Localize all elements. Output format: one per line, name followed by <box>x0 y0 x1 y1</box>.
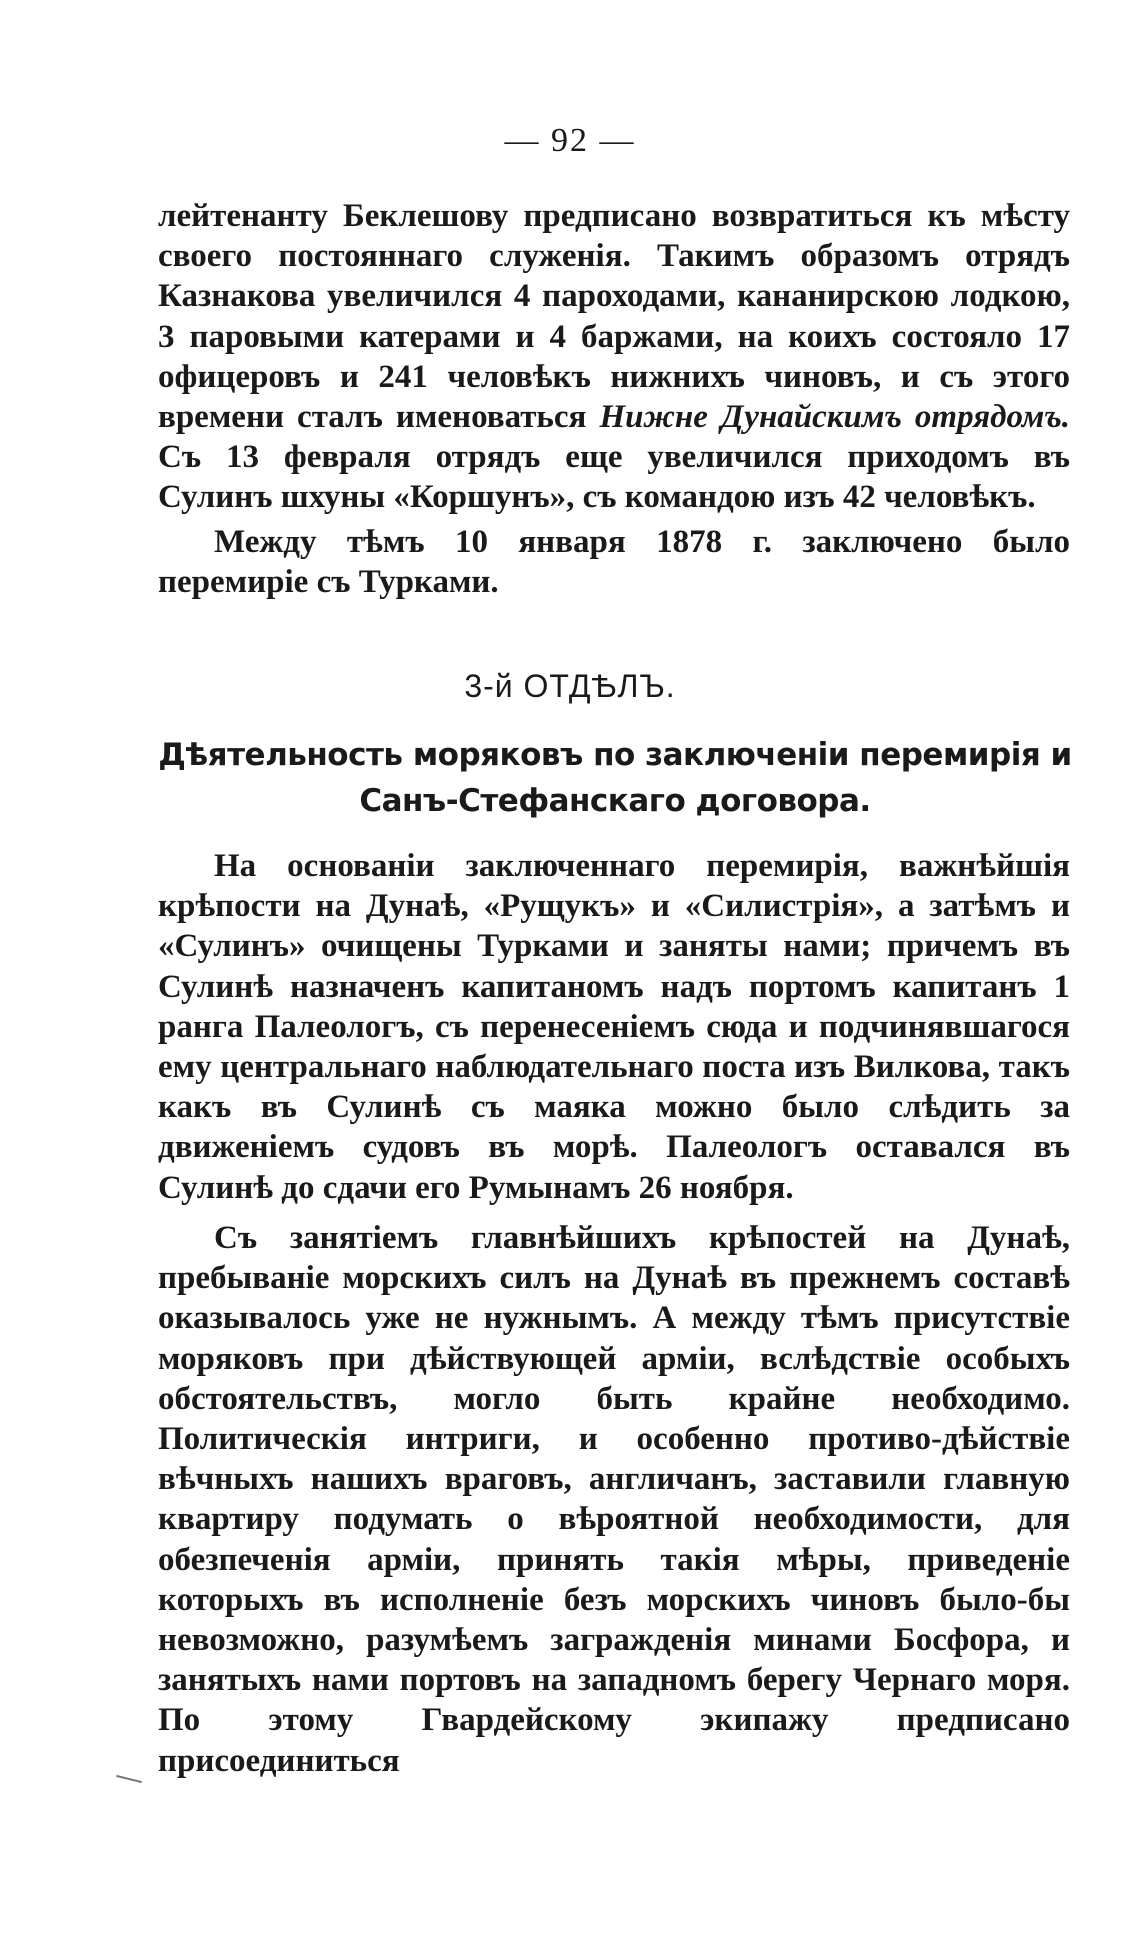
continued-paragraph-text: лейтенанту Беклешову предписано возвратиться къ мѣсту своего постояннаго служенія. Такимъ образомъ отрядъ Казнакова увеличился 4 пароходами, кананирскою лодкою, 3 паровыми катерами и 4 баржами, на коихъ состояло 17 офицеровъ и 241 человѣкъ нижнихъ чиновъ, и съ этого времени сталъ именоваться <box>158 198 1070 436</box>
detachment-name-italic: Нижне Дунайскимъ отрядомъ. <box>599 399 1070 436</box>
section-title-line-2: Санъ-Стефанскаго договора. <box>359 783 871 819</box>
naval-forces-paragraph-text: Съ занятіемъ главнѣйшихъ крѣпостей на Дунаѣ, пребываніе морскихъ силъ на Дунаѣ въ прежнемъ составѣ оказывалось уже не нужнымъ. А между тѣмъ присутствіе моряковъ при дѣйствующей арміи, вслѣдствіе особыхъ обстоятельствъ, могло быть крайне необходимо. Политическія интриги, и особенно противо-дѣйствіе вѣчныхъ нашихъ враговъ, англичанъ, заставили главную квартиру подумать о вѣроятной необходимости, для обезпеченія арміи, принять такія мѣры, приведеніе которыхъ въ исполненіе безъ морскихъ чиновъ было-бы невозможно, разумѣемъ загражденія минами Босфора, и занятыхъ нами портовъ на западномъ берегу Чернаго моря. По этому Гвардейскому экипажу предписано присоединиться <box>158 1220 1070 1779</box>
section-label: 3-й ОТДѢЛЪ. <box>464 668 676 704</box>
section-title-line-1: Дѣятельность моряковъ по заключеніи перемирія и <box>158 737 1072 773</box>
truce-paragraph-text: Между тѣмъ 10 января 1878 г. заключено было перемиріе съ Турками. <box>158 524 1070 601</box>
scan-mark <box>116 1775 142 1783</box>
continued-paragraph <box>158 196 1070 518</box>
section-title <box>150 732 1080 824</box>
truce-paragraph <box>158 522 1070 602</box>
continued-paragraph-text-end: Съ 13 февраля отрядъ еще увеличился приходомъ въ Сулинъ шхуны «Коршунъ», съ командою изъ 42 человѣкъ. <box>158 439 1070 516</box>
page-number: — 92 — <box>504 122 636 159</box>
naval-forces-paragraph <box>158 1218 1070 1781</box>
armistice-paragraph-text: На основаніи заключеннаго перемирія, важнѣйшія крѣпости на Дунаѣ, «Рущукъ» и «Силистрія», а затѣмъ и «Сулинъ» очищены Турками и заняты нами; причемъ въ Сулинѣ назначенъ капитаномъ надъ портомъ капитанъ 1 ранга Палеологъ, съ перенесеніемъ сюда и подчинявшагося ему центральнаго наблюдательнаго поста изъ Вилкова, такъ какъ въ Сулинѣ съ маяка можно было слѣдить за движеніемъ судовъ въ морѣ. Палеологъ оставался въ Сулинѣ до сдачи его Румынамъ 26 ноября. <box>158 848 1070 1206</box>
armistice-paragraph <box>158 846 1070 1208</box>
